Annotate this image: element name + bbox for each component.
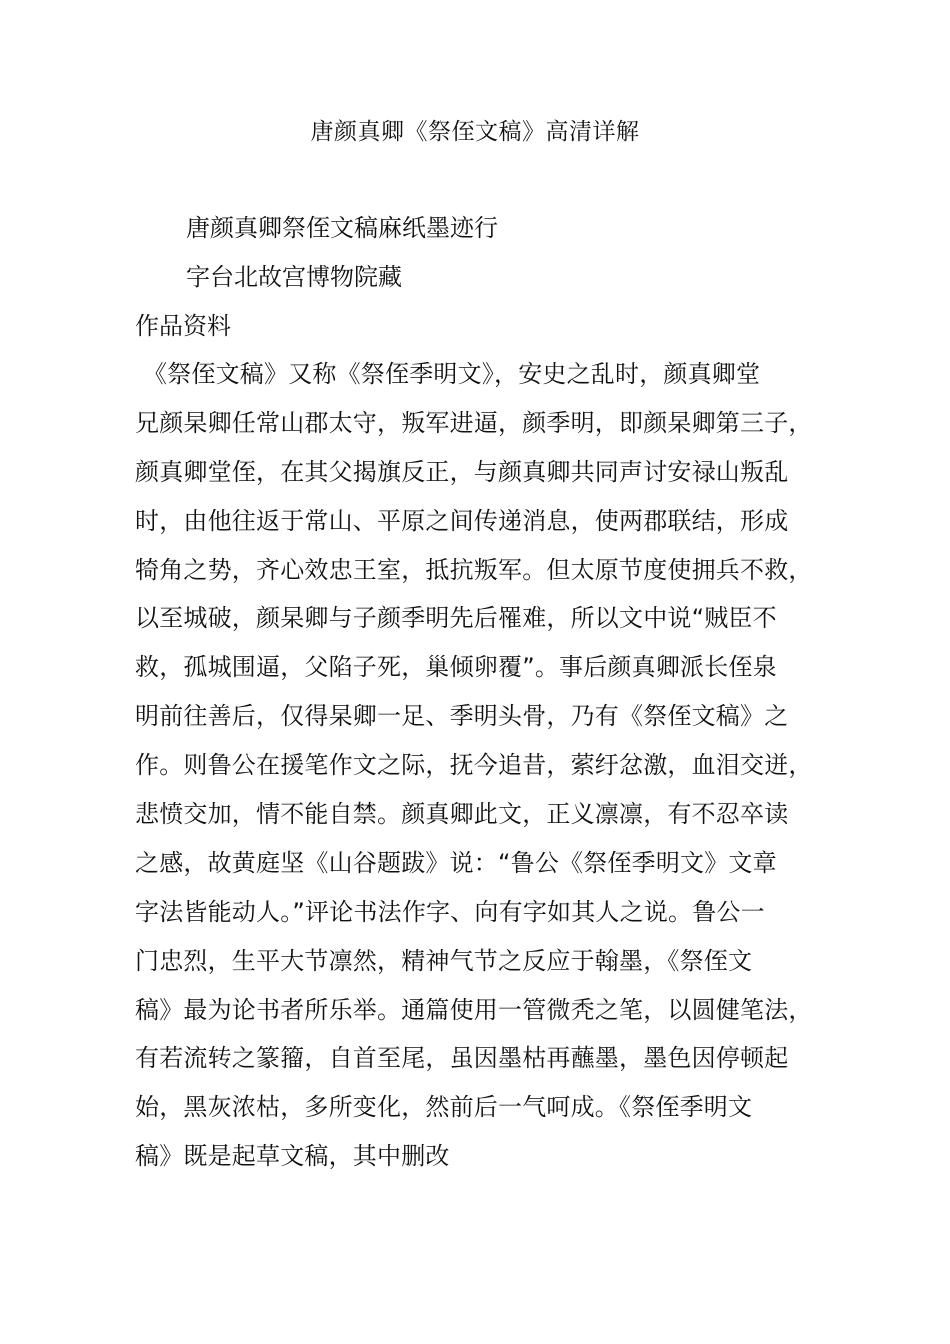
- caption-line-2: 字台北故宫博物院藏: [186, 263, 402, 291]
- body-line: 稿》最为论书者所乐举。通篇使用一管微秃之笔，以圆健笔法，: [135, 995, 813, 1024]
- body-line: 字法皆能动人。”评论书法作字、向有字如其人之说。鲁公一: [135, 897, 765, 926]
- body-line: 作。则鲁公在援笔作文之际，抚今追昔，萦纡忿激，血泪交迸，: [135, 751, 813, 780]
- body-line: 明前往善后，仅得杲卿一足、季明头骨，乃有《祭侄文稿》之: [135, 702, 789, 731]
- caption-line-1: 唐颜真卿祭侄文稿麻纸墨迹行: [186, 214, 498, 242]
- body-line: 稿》既是起草文稿，其中删改: [135, 1142, 450, 1171]
- body-line: 时，由他往返于常山、平原之间传递消息，使两郡联结，形成: [135, 506, 789, 535]
- body-line: 《祭侄文稿》又称《祭侄季明文》，安史之乱时，颜真卿堂: [143, 360, 761, 388]
- body-line: 救，孤城围逼，父陷子死，巢倾卵覆”。事后颜真卿派长侄泉: [135, 653, 777, 682]
- body-line: 有若流转之篆籀，自首至尾，虽因墨枯再蘸墨，墨色因停顿起: [135, 1044, 789, 1073]
- body-line: 门忠烈，生平大节凛然，精神气节之反应于翰墨，《祭侄文: [135, 946, 753, 975]
- body-line: 颜真卿堂侄，在其父揭旗反正，与颜真卿共同声讨安禄山叛乱: [135, 457, 789, 486]
- body-line: 兄颜杲卿任常山郡太守，叛军进逼，颜季明，即颜杲卿第三子，: [135, 408, 813, 437]
- body-line: 之感，故黄庭坚《山谷题跋》说：“鲁公《祭侄季明文》文章: [135, 848, 777, 877]
- body-line: 始，黑灰浓枯，多所变化，然前后一气呵成。《祭侄季明文: [135, 1093, 753, 1122]
- body-line: 以至城破，颜杲卿与子颜季明先后罹难，所以文中说“贼臣不: [135, 604, 777, 633]
- body-line: 犄角之势，齐心效忠王室，抵抗叛军。但太原节度使拥兵不救，: [135, 555, 813, 584]
- section-heading: 作品资料: [135, 312, 231, 340]
- body-paragraph: [135, 354, 835, 1185]
- body-line: 悲愤交加，情不能自禁。颜真卿此文，正义凛凛，有不忍卒读: [135, 800, 789, 829]
- document-title: 唐颜真卿《祭侄文稿》高清详解: [310, 119, 640, 145]
